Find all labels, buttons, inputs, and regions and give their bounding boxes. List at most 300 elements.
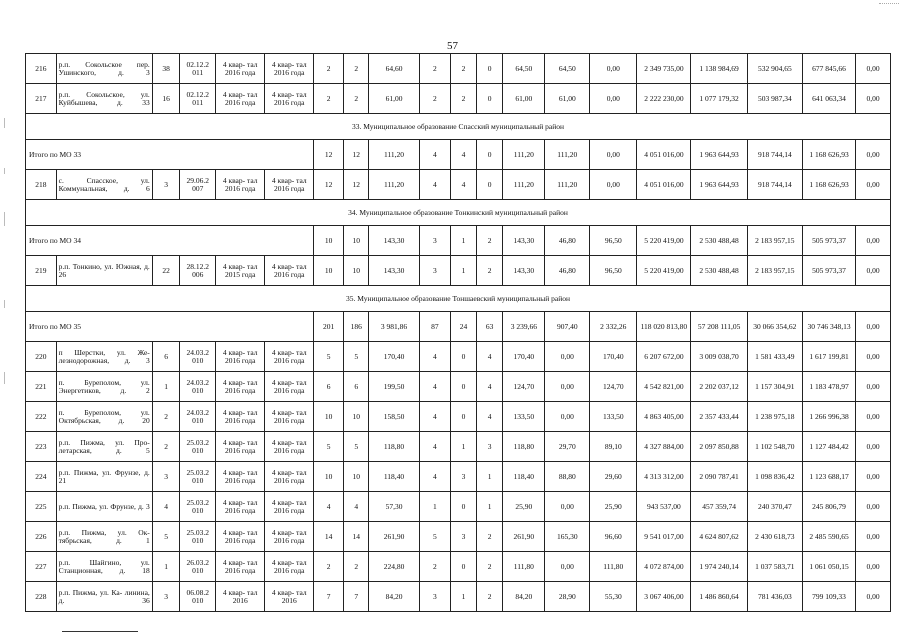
table-row: [26, 54, 891, 84]
table-cell: 4: [419, 170, 451, 200]
address-cell: р.п. Пижма, ул. Ок- тябрьская, д. 1: [56, 522, 152, 552]
table-cell: 7: [343, 582, 369, 612]
table-cell: 4 863 405,00: [637, 402, 691, 432]
table-cell: 158,50: [369, 402, 419, 432]
table-cell: 1: [476, 462, 503, 492]
table-cell: 4 квар- тал 2016 года: [265, 372, 314, 402]
table-cell: 96,60: [590, 522, 637, 552]
table-cell: 2: [419, 54, 451, 84]
table-cell: 4 квар- тал 2016 года: [265, 432, 314, 462]
address-cell: р.п. Пижма, ул. Ка- линина, д. 36: [56, 582, 152, 612]
table-cell: 0,00: [856, 462, 891, 492]
table-cell: 1: [451, 256, 477, 286]
table-cell: 0,00: [856, 312, 891, 342]
table-cell: 4 квар- тал 2016 года: [216, 54, 265, 84]
table-cell: 781 436,03: [747, 582, 802, 612]
table-cell: 4 квар- тал 2016 года: [216, 522, 265, 552]
table-row: [26, 402, 891, 432]
table-cell: 118,80: [369, 432, 419, 462]
table-cell: 133,50: [503, 402, 545, 432]
table-cell: 0,00: [590, 54, 637, 84]
table-cell: 4 квар- тал 2016 года: [265, 462, 314, 492]
table-cell: 61,00: [369, 84, 419, 114]
table-cell: 1 102 548,70: [747, 432, 802, 462]
table-cell: 22: [152, 256, 180, 286]
table-cell: 907,40: [545, 312, 590, 342]
margin-mark: [4, 118, 5, 128]
row-number-cell: 225: [26, 492, 57, 522]
table-cell: 24: [451, 312, 477, 342]
table-cell: 1 127 484,42: [802, 432, 855, 462]
table-cell: 64,60: [369, 54, 419, 84]
table-cell: 4 квар- тал 2016 года: [216, 84, 265, 114]
table-cell: 29,60: [590, 462, 637, 492]
table-cell: 1 098 836,42: [747, 462, 802, 492]
section-title: 33. Муниципальное образование Спасский муниципальный район: [26, 114, 891, 140]
page-number: 57: [447, 40, 458, 52]
table-cell: 5 220 419,00: [637, 256, 691, 286]
table-cell: 84,20: [369, 582, 419, 612]
table-row: [26, 84, 891, 114]
table-cell: 918 744,14: [747, 140, 802, 170]
table-row: [26, 342, 891, 372]
housing-program-table: [25, 53, 891, 612]
table-cell: 1 061 050,15: [802, 552, 855, 582]
table-cell: 1: [476, 492, 503, 522]
table-cell: 25.03.2 010: [180, 492, 216, 522]
table-cell: 64,50: [503, 54, 545, 84]
table-cell: 84,20: [503, 582, 545, 612]
table-cell: 143,30: [503, 226, 545, 256]
table-cell: 3: [152, 462, 180, 492]
table-cell: 24.03.2 010: [180, 342, 216, 372]
table-cell: 118,40: [503, 462, 545, 492]
table-cell: 2: [451, 84, 477, 114]
table-cell: 88,80: [545, 462, 590, 492]
table-cell: 10: [314, 226, 344, 256]
table-cell: 4 квар- тал 2016 года: [216, 342, 265, 372]
table-cell: 4 051 016,00: [637, 140, 691, 170]
table-cell: 25.03.2 010: [180, 462, 216, 492]
table-cell: 0,00: [856, 372, 891, 402]
table-cell: 5: [314, 342, 344, 372]
table-cell: 143,30: [369, 226, 419, 256]
table-cell: 2: [451, 54, 477, 84]
table-cell: 1 486 860,64: [691, 582, 747, 612]
row-number-cell: 219: [26, 256, 57, 286]
table-cell: 0,00: [545, 492, 590, 522]
table-cell: 2: [476, 552, 503, 582]
table-cell: 28,90: [545, 582, 590, 612]
table-cell: 61,00: [545, 84, 590, 114]
row-number-cell: 227: [26, 552, 57, 582]
subtotal-label: Итого по МО 33: [26, 140, 314, 170]
table-cell: 2 183 957,15: [747, 226, 802, 256]
table-cell: 2: [314, 552, 344, 582]
table-cell: 224,80: [369, 552, 419, 582]
margin-mark: [4, 300, 5, 308]
table-cell: 0: [451, 342, 477, 372]
table-cell: 61,00: [503, 84, 545, 114]
table-cell: 261,90: [369, 522, 419, 552]
row-number-cell: 221: [26, 372, 57, 402]
table-cell: 2 349 735,00: [637, 54, 691, 84]
table-cell: 0,00: [590, 170, 637, 200]
table-cell: 4 квар- тал 2016 года: [216, 372, 265, 402]
table-cell: 14: [314, 522, 344, 552]
table-row: [26, 256, 891, 286]
table-cell: 10: [343, 256, 369, 286]
table-row: [26, 522, 891, 552]
table-cell: 25,90: [503, 492, 545, 522]
table-cell: 0,00: [856, 342, 891, 372]
table-cell: 29,70: [545, 432, 590, 462]
table-cell: 12: [343, 140, 369, 170]
table-cell: 87: [419, 312, 451, 342]
table-cell: 1 617 199,81: [802, 342, 855, 372]
table-cell: 0,00: [856, 582, 891, 612]
subtotal-row: [26, 140, 891, 170]
table-cell: 10: [343, 402, 369, 432]
table-cell: 3: [419, 226, 451, 256]
table-cell: 0,00: [856, 402, 891, 432]
table-cell: 3: [152, 170, 180, 200]
table-cell: 3: [451, 522, 477, 552]
table-cell: 2 097 850,88: [691, 432, 747, 462]
table-cell: 4 072 874,00: [637, 552, 691, 582]
table-cell: 3 009 038,70: [691, 342, 747, 372]
table-cell: 4 квар- тал 2016 года: [265, 492, 314, 522]
table-cell: 111,20: [545, 140, 590, 170]
table-cell: 0,00: [856, 140, 891, 170]
table-cell: 4 квар- тал 2016 года: [265, 54, 314, 84]
table-cell: 0,00: [856, 432, 891, 462]
table-cell: 30 066 354,62: [747, 312, 802, 342]
table-cell: 133,50: [590, 402, 637, 432]
row-number-cell: 218: [26, 170, 57, 200]
table-cell: 2: [343, 54, 369, 84]
table-cell: 1: [451, 432, 477, 462]
section-title: 34. Муниципальное образование Тонкинский муниципальный район: [26, 200, 891, 226]
subtotal-label: Итого по МО 34: [26, 226, 314, 256]
table-cell: 4 квар- тал 2016 года: [216, 462, 265, 492]
table-cell: 4 квар- тал 2015 года: [216, 256, 265, 286]
table-cell: 64,50: [545, 54, 590, 84]
table-cell: 57,30: [369, 492, 419, 522]
address-cell: с. Спасское, ул. Коммунальная, д. 6: [56, 170, 152, 200]
table-cell: 1 168 626,93: [802, 140, 855, 170]
table-cell: 2: [476, 256, 503, 286]
table-cell: 5: [419, 522, 451, 552]
section-title: 35. Муниципальное образование Тоншаевский муниципальный район: [26, 286, 891, 312]
margin-mark: [4, 212, 5, 226]
table-row: [26, 372, 891, 402]
table-cell: 199,50: [369, 372, 419, 402]
table-cell: 4 624 807,62: [691, 522, 747, 552]
table-cell: 4: [152, 492, 180, 522]
table-cell: 26.03.2 010: [180, 552, 216, 582]
table-cell: 1: [152, 552, 180, 582]
table-cell: 1 974 240,14: [691, 552, 747, 582]
address-cell: р.п. Сокольское, ул. Куйбышева, д. 33: [56, 84, 152, 114]
table-cell: 0,00: [545, 372, 590, 402]
table-cell: 2 530 488,48: [691, 226, 747, 256]
table-cell: 641 063,34: [802, 84, 855, 114]
table-cell: 111,80: [503, 552, 545, 582]
table-cell: 1 077 179,32: [691, 84, 747, 114]
table-cell: 5: [314, 432, 344, 462]
table-cell: 143,30: [503, 256, 545, 286]
section-header-row: [26, 286, 891, 312]
table-cell: 186: [343, 312, 369, 342]
table-cell: 2: [419, 552, 451, 582]
table-cell: 14: [343, 522, 369, 552]
table-cell: 2 530 488,48: [691, 256, 747, 286]
table-cell: 2: [476, 522, 503, 552]
table-cell: 6: [152, 342, 180, 372]
table-cell: 2: [314, 84, 344, 114]
table-cell: 0,00: [590, 140, 637, 170]
table-cell: 170,40: [590, 342, 637, 372]
table-cell: 111,80: [590, 552, 637, 582]
footnote-rule: [62, 631, 138, 632]
table-cell: 9 541 017,00: [637, 522, 691, 552]
address-cell: р.п. Пижма, ул. Фрунзе, д. 21: [56, 462, 152, 492]
table-cell: 677 845,66: [802, 54, 855, 84]
table-cell: 0,00: [545, 552, 590, 582]
table-cell: 0,00: [856, 84, 891, 114]
table-cell: 0,00: [856, 492, 891, 522]
table-cell: 2: [419, 84, 451, 114]
table-cell: 7: [314, 582, 344, 612]
table-cell: 3: [476, 432, 503, 462]
table-cell: 30 746 348,13: [802, 312, 855, 342]
table-cell: 5: [343, 342, 369, 372]
table-cell: 1 138 984,69: [691, 54, 747, 84]
table-cell: 4 квар- тал 2016: [216, 582, 265, 612]
table-cell: 1 183 478,97: [802, 372, 855, 402]
scan-corner-mark: [879, 3, 899, 4]
table-cell: 943 537,00: [637, 492, 691, 522]
table-cell: 4 квар- тал 2016: [265, 582, 314, 612]
table-cell: 3: [419, 582, 451, 612]
table-cell: 12: [343, 170, 369, 200]
table-cell: 124,70: [503, 372, 545, 402]
table-cell: 2: [152, 432, 180, 462]
table-cell: 4: [419, 342, 451, 372]
table-cell: 4 квар- тал 2016 года: [216, 170, 265, 200]
section-header-row: [26, 200, 891, 226]
table-cell: 4 051 016,00: [637, 170, 691, 200]
table-cell: 89,10: [590, 432, 637, 462]
row-number-cell: 220: [26, 342, 57, 372]
table-cell: 4 квар- тал 2016 года: [265, 552, 314, 582]
table-cell: 1 238 975,18: [747, 402, 802, 432]
table-cell: 0,00: [856, 522, 891, 552]
table-cell: 3 981,86: [369, 312, 419, 342]
table-cell: 3: [152, 582, 180, 612]
table-cell: 4 542 821,00: [637, 372, 691, 402]
table-cell: 4 квар- тал 2016 года: [265, 170, 314, 200]
address-cell: р.п. Пижма, ул. Фрунзе, д. 3: [56, 492, 152, 522]
table-cell: 28.12.2 006: [180, 256, 216, 286]
table-cell: 261,90: [503, 522, 545, 552]
address-cell: п Шерстки, ул. Же- лезнодорожная, д. 3: [56, 342, 152, 372]
table-cell: 6: [343, 372, 369, 402]
address-cell: р.п. Тонкино, ул. Южная, д. 26: [56, 256, 152, 286]
table-cell: 25,90: [590, 492, 637, 522]
table-cell: 4: [476, 402, 503, 432]
table-row: [26, 582, 891, 612]
table-cell: 96,50: [590, 256, 637, 286]
table-cell: 0: [451, 492, 477, 522]
table-cell: 24.03.2 010: [180, 372, 216, 402]
table-cell: 1: [451, 226, 477, 256]
subtotal-row: [26, 312, 891, 342]
table-cell: 4: [419, 432, 451, 462]
table-body: [26, 54, 891, 612]
table-cell: 5: [343, 432, 369, 462]
table-cell: 2 202 037,12: [691, 372, 747, 402]
table-cell: 124,70: [590, 372, 637, 402]
table-cell: 16: [152, 84, 180, 114]
table-cell: 02.12.2 011: [180, 54, 216, 84]
table-cell: 4: [451, 140, 477, 170]
table-cell: 46,80: [545, 226, 590, 256]
table-row: [26, 552, 891, 582]
table-cell: 4: [343, 492, 369, 522]
table-cell: 0,00: [856, 54, 891, 84]
table-cell: 170,40: [369, 342, 419, 372]
table-cell: 2 090 787,41: [691, 462, 747, 492]
table-cell: 2: [476, 226, 503, 256]
table-cell: 1 963 644,93: [691, 140, 747, 170]
table-cell: 63: [476, 312, 503, 342]
table-cell: 3 239,66: [503, 312, 545, 342]
table-cell: 201: [314, 312, 344, 342]
table-cell: 1 581 433,49: [747, 342, 802, 372]
table-cell: 4 327 884,00: [637, 432, 691, 462]
table-cell: 3: [419, 256, 451, 286]
table-cell: 0,00: [856, 226, 891, 256]
margin-mark: [4, 168, 5, 174]
table-cell: 2 485 590,65: [802, 522, 855, 552]
table-cell: 4 квар- тал 2016 года: [265, 84, 314, 114]
table-cell: 1 037 583,71: [747, 552, 802, 582]
address-cell: р.п. Пижма, ул. Про- летарская, д. 5: [56, 432, 152, 462]
table-cell: 4: [419, 462, 451, 492]
row-number-cell: 217: [26, 84, 57, 114]
address-cell: р.п. Шайгино, ул. Станционная, д. 18: [56, 552, 152, 582]
table-cell: 0,00: [856, 256, 891, 286]
table-cell: 4 квар- тал 2016 года: [265, 522, 314, 552]
table-row: [26, 492, 891, 522]
table-cell: 25.03.2 010: [180, 432, 216, 462]
table-cell: 10: [343, 462, 369, 492]
table-cell: 55,30: [590, 582, 637, 612]
table-cell: 143,30: [369, 256, 419, 286]
row-number-cell: 216: [26, 54, 57, 84]
table-cell: 505 973,37: [802, 226, 855, 256]
table-cell: 240 370,47: [747, 492, 802, 522]
table-cell: 06.08.2 010: [180, 582, 216, 612]
table-cell: 0: [451, 372, 477, 402]
table-cell: 1: [419, 492, 451, 522]
table-cell: 2: [152, 402, 180, 432]
table-cell: 2: [343, 552, 369, 582]
table-cell: 4 квар- тал 2016 года: [216, 492, 265, 522]
table-cell: 170,40: [503, 342, 545, 372]
row-number-cell: 223: [26, 432, 57, 462]
table-row: [26, 170, 891, 200]
table-cell: 4 квар- тал 2016 года: [265, 256, 314, 286]
table-cell: 5 220 419,00: [637, 226, 691, 256]
table-cell: 4: [476, 372, 503, 402]
table-cell: 4 квар- тал 2016 года: [216, 432, 265, 462]
table-cell: 3 067 406,00: [637, 582, 691, 612]
table-cell: 111,20: [503, 140, 545, 170]
table-cell: 3: [451, 462, 477, 492]
table-cell: 1 123 688,17: [802, 462, 855, 492]
subtotal-row: [26, 226, 891, 256]
table-cell: 0: [451, 402, 477, 432]
table-cell: 4: [314, 492, 344, 522]
table-cell: 0: [476, 170, 503, 200]
table-cell: 2: [343, 84, 369, 114]
table-cell: 0,00: [590, 84, 637, 114]
table-cell: 1 168 626,93: [802, 170, 855, 200]
table-cell: 02.12.2 011: [180, 84, 216, 114]
table-cell: 111,20: [369, 140, 419, 170]
subtotal-label: Итого по МО 35: [26, 312, 314, 342]
table-cell: 5: [152, 522, 180, 552]
table-cell: 2 222 230,00: [637, 84, 691, 114]
table-cell: 1 266 996,38: [802, 402, 855, 432]
table-cell: 532 904,65: [747, 54, 802, 84]
table-cell: 2: [476, 582, 503, 612]
table-cell: 111,20: [369, 170, 419, 200]
table-cell: 4: [451, 170, 477, 200]
table-cell: 12: [314, 140, 344, 170]
table-cell: 6: [314, 372, 344, 402]
table-cell: 10: [314, 256, 344, 286]
table-cell: 4 квар- тал 2016 года: [216, 402, 265, 432]
table-cell: 24.03.2 010: [180, 402, 216, 432]
table-cell: 0: [451, 552, 477, 582]
table-cell: 1: [152, 372, 180, 402]
table-cell: 1 963 644,93: [691, 170, 747, 200]
table-cell: 0: [476, 84, 503, 114]
table-cell: 4 квар- тал 2016 года: [216, 552, 265, 582]
table-cell: 118 020 813,80: [637, 312, 691, 342]
table-cell: 12: [314, 170, 344, 200]
table-cell: 2 430 618,73: [747, 522, 802, 552]
address-cell: п. Буреполом, ул. Энергетиков, д. 2: [56, 372, 152, 402]
table-cell: 0: [476, 140, 503, 170]
table-cell: 4: [476, 342, 503, 372]
address-cell: р.п. Сокольское пер. Ушинского, д. 3: [56, 54, 152, 84]
address-cell: п. Буреполом, ул. Октябрьская, д. 20: [56, 402, 152, 432]
table-cell: 111,20: [503, 170, 545, 200]
table-cell: 2 332,26: [590, 312, 637, 342]
table-cell: 918 744,14: [747, 170, 802, 200]
table-cell: 1: [451, 582, 477, 612]
table-cell: 10: [314, 462, 344, 492]
table-cell: 10: [314, 402, 344, 432]
table-cell: 10: [343, 226, 369, 256]
table-cell: 0,00: [856, 170, 891, 200]
table-cell: 25.03.2 010: [180, 522, 216, 552]
